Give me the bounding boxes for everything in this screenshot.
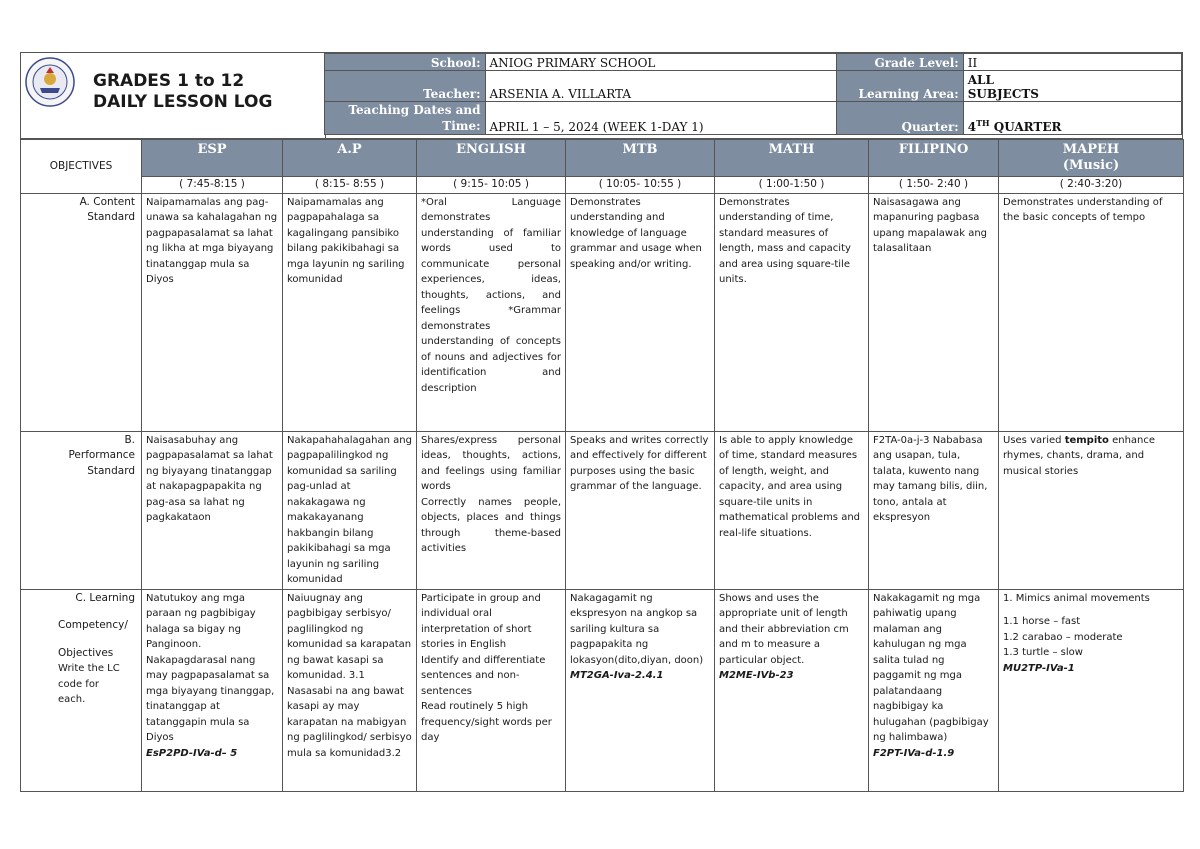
header-info-table (324, 53, 1182, 135)
daily-lesson-log (20, 52, 1183, 792)
lc-filipino (869, 589, 999, 791)
ps-mapeh-pre: Uses varied (1003, 434, 1065, 446)
subject-filipino: FILIPINO (869, 140, 999, 177)
school-label: School: (325, 54, 486, 71)
subject-math: MATH (715, 140, 869, 177)
learning-competency-label-1: C. Learning (75, 591, 135, 604)
cs-esp: Naipamamalas ang pag-unawa sa kahalagahan ng pagpapasalamat sa lahat ng likha at mga biyayang tinatanggap mula sa Diyos (142, 193, 283, 431)
subject-mapeh (999, 140, 1184, 177)
cs-mtb: Demonstrates understanding and knowledge of language grammar and usage when speaking and/or writing. (566, 193, 715, 431)
subject-ap: A.P (283, 140, 417, 177)
area-value-line2: SUBJECTS (967, 87, 1039, 101)
quarter-rest: QUARTER (989, 120, 1062, 134)
ps-english-1: Shares/express personal ideas, thoughts, actions, and feelings using familiar words (421, 434, 561, 492)
ps-mapeh-post: enhance rhymes, chants, drama, and musical stories (1003, 434, 1156, 477)
learning-competency-row (21, 589, 1184, 791)
learning-competency-label-6: each. (58, 694, 86, 705)
doc-title-line2: DAILY LESSON LOG (93, 92, 273, 112)
ps-esp: Naisasabuhay ang pagpapasalamat sa lahat ng biyayang tinatanggap at nakapagpapakita ng pag-asa sa lahat ng pagkakataon (142, 431, 283, 589)
cs-ap: Naipamamalas ang pagpapahalaga sa kagalingang pansibiko bilang pakikibahagi sa mga layunin ng sariling komunidad (283, 193, 417, 431)
dates-label-line2: Time: (442, 119, 481, 133)
lc-english-1: Participate in group and individual oral interpretation of short stories in English (421, 592, 541, 650)
quarter-sup: TH (976, 118, 990, 128)
learning-competency-label-4: Write the LC (58, 663, 120, 674)
dates-value: APRIL 1 – 5, 2024 (WEEK 1-DAY 1) (485, 102, 837, 135)
ps-mapeh-bold: tempito (1064, 434, 1109, 446)
ps-ap: Nakapahahalagahan ang pagpapalilingkod ng komunidad sa sariling pag-unlad at nakakagawa ng makakayanang hakbangin bilang pakikibahagi sa mga layunin ng sariling komunidad (283, 431, 417, 589)
subject-mtb: MTB (566, 140, 715, 177)
ps-mtb: Speaks and writes correctly and effectively for different purposes using the basic grammar of the language. (566, 431, 715, 589)
lc-filipino-text: Nakakagamit ng mga pahiwatig upang malaman ang kahulugan ng mga salita tulad ng paggamit ng mga palatandaang nagbibigay ka hulugahan (pagbibigay ng halimbawa) (873, 592, 989, 743)
dates-label (325, 102, 486, 135)
time-ap: ( 8:15- 8:55 ) (283, 177, 417, 194)
lc-esp-text: Natutukoy ang mga paraan ng pagbibigay halaga sa bigay ng Panginoon. Nakapagdarasal nang may pagpapasalamat sa mga biyayang tinanggap, tinatanggap at tatanggapin mula sa Diyos (146, 592, 275, 743)
lc-mapeh-1: 1. Mimics animal movements (1003, 592, 1150, 604)
performance-standard-label-1: B. (124, 433, 135, 446)
grade-label: Grade Level: (837, 54, 964, 71)
lc-mtb-code: MT2GA-Iva-2.4.1 (570, 670, 664, 681)
time-english: ( 9:15- 10:05 ) (417, 177, 566, 194)
time-esp: ( 7:45-8:15 ) (142, 177, 283, 194)
grade-value: II (963, 54, 1181, 71)
quarter-num: 4 (967, 120, 977, 134)
log-header (20, 52, 1183, 139)
doc-title-line1: GRADES 1 to 12 (93, 71, 245, 91)
lc-english (417, 589, 566, 791)
content-standard-label-1: A. Content (79, 195, 135, 208)
lc-math-text: Shows and uses the appropriate unit of length and their abbreviation cm and m to measure a particular object. (719, 592, 849, 666)
cs-english: *Oral Language demonstrates understanding of familiar words used to communicate personal experiences, ideas, thoughts, actions, and feelings *Grammar demonstrates understanding of concepts of nouns and adjectives for identification and description (417, 193, 566, 431)
lc-filipino-code: F2PT-IVa-d-1.9 (873, 747, 955, 759)
ps-filipino: F2TA-0a-j-3 Nababasa ang usapan, tula, talata, kuwento nang may tamang bilis, diin, tono, antala at ekspresyon (869, 431, 999, 589)
learning-competency-label (21, 589, 142, 791)
objectives-label: OBJECTIVES (21, 140, 142, 194)
teacher-value: ARSENIA A. VILLARTA (485, 71, 837, 102)
quarter-value (963, 102, 1181, 135)
time-filipino: ( 1:50- 2:40 ) (869, 177, 999, 194)
lc-mtb-text: Nakagagamit ng ekspresyon na angkop sa sariling kultura sa pagpapakita ng lokasyon(dito,diyan, doon) (570, 592, 704, 666)
school-value: ANIOG PRIMARY SCHOOL (485, 54, 837, 71)
lc-mapeh (999, 589, 1184, 791)
time-row (21, 177, 1184, 194)
quarter-label: Quarter: (837, 102, 964, 135)
lc-english-2: Identify and differentiate sentences and non-sentences (421, 654, 546, 697)
lc-english-3: Read routinely 5 high frequency/sight words per day (421, 701, 552, 743)
lc-mapeh-4: 1.3 turtle – slow (1003, 647, 1083, 658)
time-mtb: ( 10:05- 10:55 ) (566, 177, 715, 194)
lc-mtb (566, 589, 715, 791)
time-mapeh: ( 2:40-3:20) (999, 177, 1184, 194)
cs-mapeh: Demonstrates understanding of the basic concepts of tempo (999, 193, 1184, 431)
lc-mapeh-code: MU2TP-IVa-1 (1003, 662, 1075, 674)
learning-competency-label-2: Competency/ (58, 619, 128, 631)
ps-english (417, 431, 566, 589)
dates-label-line1: Teaching Dates and (348, 103, 481, 117)
lesson-table (20, 139, 1184, 792)
content-standard-label (21, 193, 142, 431)
learning-competency-label-5: code for (58, 678, 100, 690)
content-standard-row (21, 193, 1184, 431)
performance-standard-row (21, 431, 1184, 589)
performance-standard-label (21, 431, 142, 589)
lc-esp (142, 589, 283, 791)
lc-mapeh-2: 1.1 horse – fast (1003, 616, 1081, 627)
performance-standard-label-2: Performance (68, 449, 135, 461)
ps-english-2: Correctly names people, objects, places and things through theme-based activities (421, 496, 561, 554)
ps-math: Is able to apply knowledge of time, standard measures of length, weight, and capacity, and area using square-tile units in mathematical problems and real-life situations. (715, 431, 869, 589)
subject-esp: ESP (142, 140, 283, 177)
lc-math-code: M2ME-IVb-23 (719, 670, 794, 681)
logo-area (21, 53, 326, 139)
lc-esp-code: EsP2PD-IVa-d– 5 (146, 747, 238, 759)
lc-math (715, 589, 869, 791)
deped-seal-icon (25, 57, 75, 107)
area-value (963, 71, 1181, 102)
learning-competency-label-3: Objectives (58, 646, 114, 659)
cs-filipino: Naisasagawa ang mapanuring pagbasa upang mapalawak ang talasalitaan (869, 193, 999, 431)
performance-standard-label-3: Standard (87, 464, 135, 477)
subject-english: ENGLISH (417, 140, 566, 177)
lc-ap: Naiuugnay ang pagbibigay serbisyo/ paglilingkod ng komunidad sa karapatan ng bawat kasapi sa komunidad. 3.1 Nasasabi na ang bawat kasapi ay may karapatan na mabigyan ng paglilingkod/ serbisyo mula sa komunidad3.2 (283, 589, 417, 791)
content-standard-label-2: Standard (87, 211, 135, 223)
area-label: Learning Area: (837, 71, 964, 102)
ps-mapeh (999, 431, 1184, 589)
teacher-label: Teacher: (325, 71, 486, 102)
subject-mapeh-line2: (Music) (1062, 158, 1120, 173)
cs-math: Demonstrates understanding of time, standard measures of length, mass and capacity and area using square-tile units. (715, 193, 869, 431)
time-math: ( 1:00-1:50 ) (715, 177, 869, 194)
area-value-line1: ALL (967, 73, 994, 87)
subject-mapeh-line1: MAPEH (1062, 142, 1120, 157)
subject-header-row (21, 140, 1184, 177)
lc-mapeh-3: 1.2 carabao – moderate (1003, 631, 1123, 643)
